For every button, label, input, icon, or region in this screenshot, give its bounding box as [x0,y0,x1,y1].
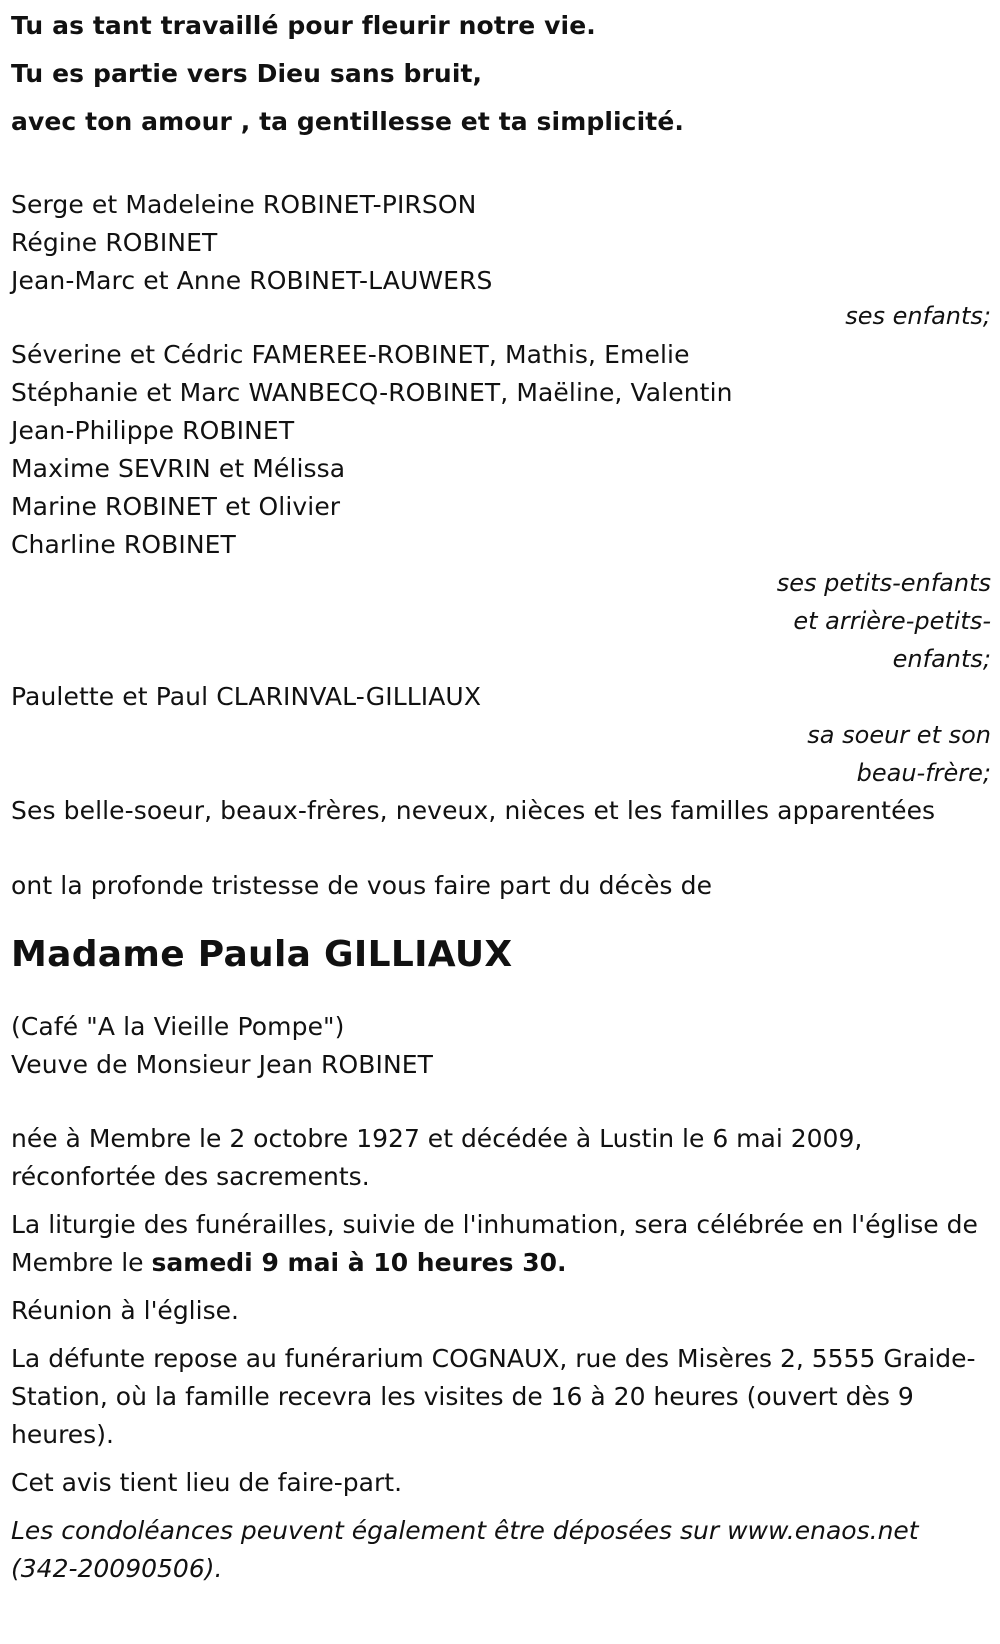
family-name: Régine ROBINET [11,228,218,257]
family-name: Marine ROBINET et Olivier [11,492,341,521]
obituary-notice [11,6,991,1598]
family-name: Maxime SEVRIN et Mélissa [11,454,346,483]
condolences: Les condoléances peuvent également être déposées sur www.enaos.net (342-20090506). [11,1516,919,1583]
poem-line: Tu es partie vers Dieu sans bruit, [11,59,483,88]
family-name: Charline ROBINET [11,530,236,559]
funeral-info [11,1206,989,1282]
announcement: ont la profonde tristesse de vous faire part du décès de [11,871,713,900]
repose-info: La défunte repose au funérarium COGNAUX, rue des Misères 2, 5555 Graide-Station, où la famille recevra les visites de 16 à 20 heures (ouvert dès 9 heures). [11,1344,976,1449]
children-section [11,186,991,336]
family-name: Jean-Marc et Anne ROBINET-LAUWERS [11,266,493,295]
family-name: Jean-Philippe ROBINET [11,416,295,445]
relation-label: beau-frère; [856,759,991,787]
poem-line: Tu as tant travaillé pour fleurir notre vie. [11,11,596,40]
siblings-section [11,678,991,792]
funeral-date: samedi 9 mai à 10 heures 30. [151,1248,567,1277]
grandchildren-section [11,336,991,678]
family-name: Stéphanie et Marc WANBECQ-ROBINET, Maëline, Valentin [11,378,733,407]
funeral-text: La liturgie des funérailles, suivie de l'inhumation, sera célébrée en l'église de Membre le [11,1210,978,1277]
relation-label: ses petits-enfants [776,569,991,597]
notice: Cet avis tient lieu de faire-part. [11,1468,403,1497]
deceased-detail: (Café "A la Vieille Pompe") [11,1012,345,1041]
relation-label: et arrière-petits- [793,607,991,635]
relation-label: ses enfants; [845,302,991,330]
relation-label: enfants; [892,645,991,673]
family-name: Paulette et Paul CLARINVAL-GILLIAUX [11,682,482,711]
deceased-detail: Veuve de Monsieur Jean ROBINET [11,1050,434,1079]
relation-label: sa soeur et son [807,721,991,749]
family-name: Séverine et Cédric FAMEREE-ROBINET, Mathis, Emelie [11,340,690,369]
deceased-name: Madame Paula GILLIAUX [11,934,513,975]
extended-family: Ses belle-soeur, beaux-frères, neveux, nièces et les familles apparentées [11,796,936,825]
meeting-info: Réunion à l'église. [11,1296,239,1325]
birth-death: née à Membre le 2 octobre 1927 et décédée à Lustin le 6 mai 2009, réconfortée des sacrements. [11,1124,863,1191]
poem [11,6,991,150]
family-name: Serge et Madeleine ROBINET-PIRSON [11,190,477,219]
poem-line: avec ton amour , ta gentillesse et ta simplicité. [11,107,684,136]
